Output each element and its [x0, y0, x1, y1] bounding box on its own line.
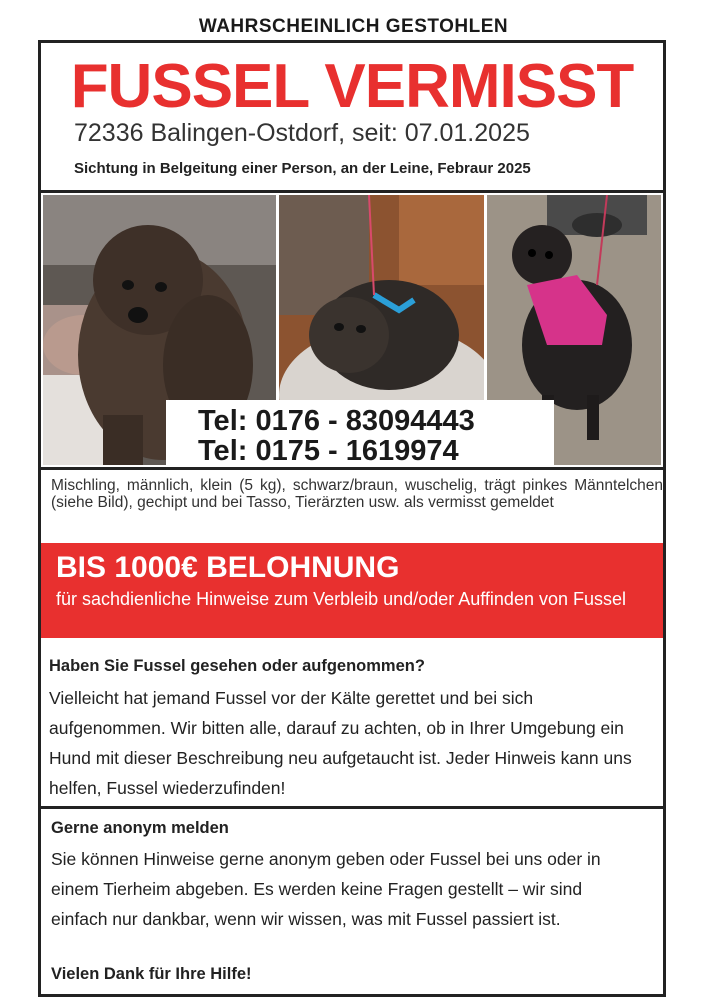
photo-strip: [41, 193, 663, 470]
top-label: WAHRSCHEINLICH GESTOHLEN: [198, 16, 509, 37]
thank-you-line: Vielen Dank für Ihre Hilfe!: [51, 965, 252, 983]
section-seen-body: Vielleicht hat jemand Fussel vor der Kälte gerettet und bei sich aufgenommen. Wir bitten alle, darauf zu achten, ob in Ihrer Umgebung ein Hund mit dieser Beschreibung neu aufgetaucht ist. Jeder Hinweis kann uns helfen, Fussel wiederzufinden!: [49, 688, 632, 798]
section-anonymous-body: Sie können Hinweise gerne anonym geben oder Fussel bei uns oder in einem Tierheim abgeben. Es werden keine Fragen gestellt – wir sind einfach nur dankbar, wenn wir wissen, was mit Fussel passiert ist.: [51, 849, 601, 929]
phone-number-2[interactable]: Tel: 0175 - 1619974: [198, 435, 459, 467]
dog-description: Mischling, männlich, klein (5 kg), schwarz/braun, wuschelig, trägt pinkes Männtelchen (siehe Bild), gechipt und bei Tasso, Tierärzten usw. als vermisst gemeldet: [51, 477, 663, 511]
location-date: 72336 Balingen-Ostdorf, seit: 07.01.2025: [74, 119, 530, 147]
header-box: [41, 43, 663, 193]
phone-number-1[interactable]: Tel: 0176 - 83094443: [198, 405, 475, 437]
poster-title: FUSSEL VERMISST: [70, 52, 634, 121]
section-seen-heading: Haben Sie Fussel gesehen oder aufgenommen?: [49, 657, 425, 675]
section-seen: [41, 643, 663, 809]
sighting-note: Sichtung in Belgeitung einer Person, an der Leine, Febraur 2025: [74, 160, 531, 177]
reward-subline: für sachdienliche Hinweise zum Verbleib und/oder Auffinden von Fussel: [56, 589, 627, 609]
reward-banner: [41, 543, 663, 638]
section-anonymous-heading: Gerne anonym melden: [51, 819, 229, 837]
reward-headline: BIS 1000€ BELOHNUNG: [56, 551, 400, 584]
poster-frame: [38, 40, 666, 997]
phone-box: [166, 400, 554, 465]
